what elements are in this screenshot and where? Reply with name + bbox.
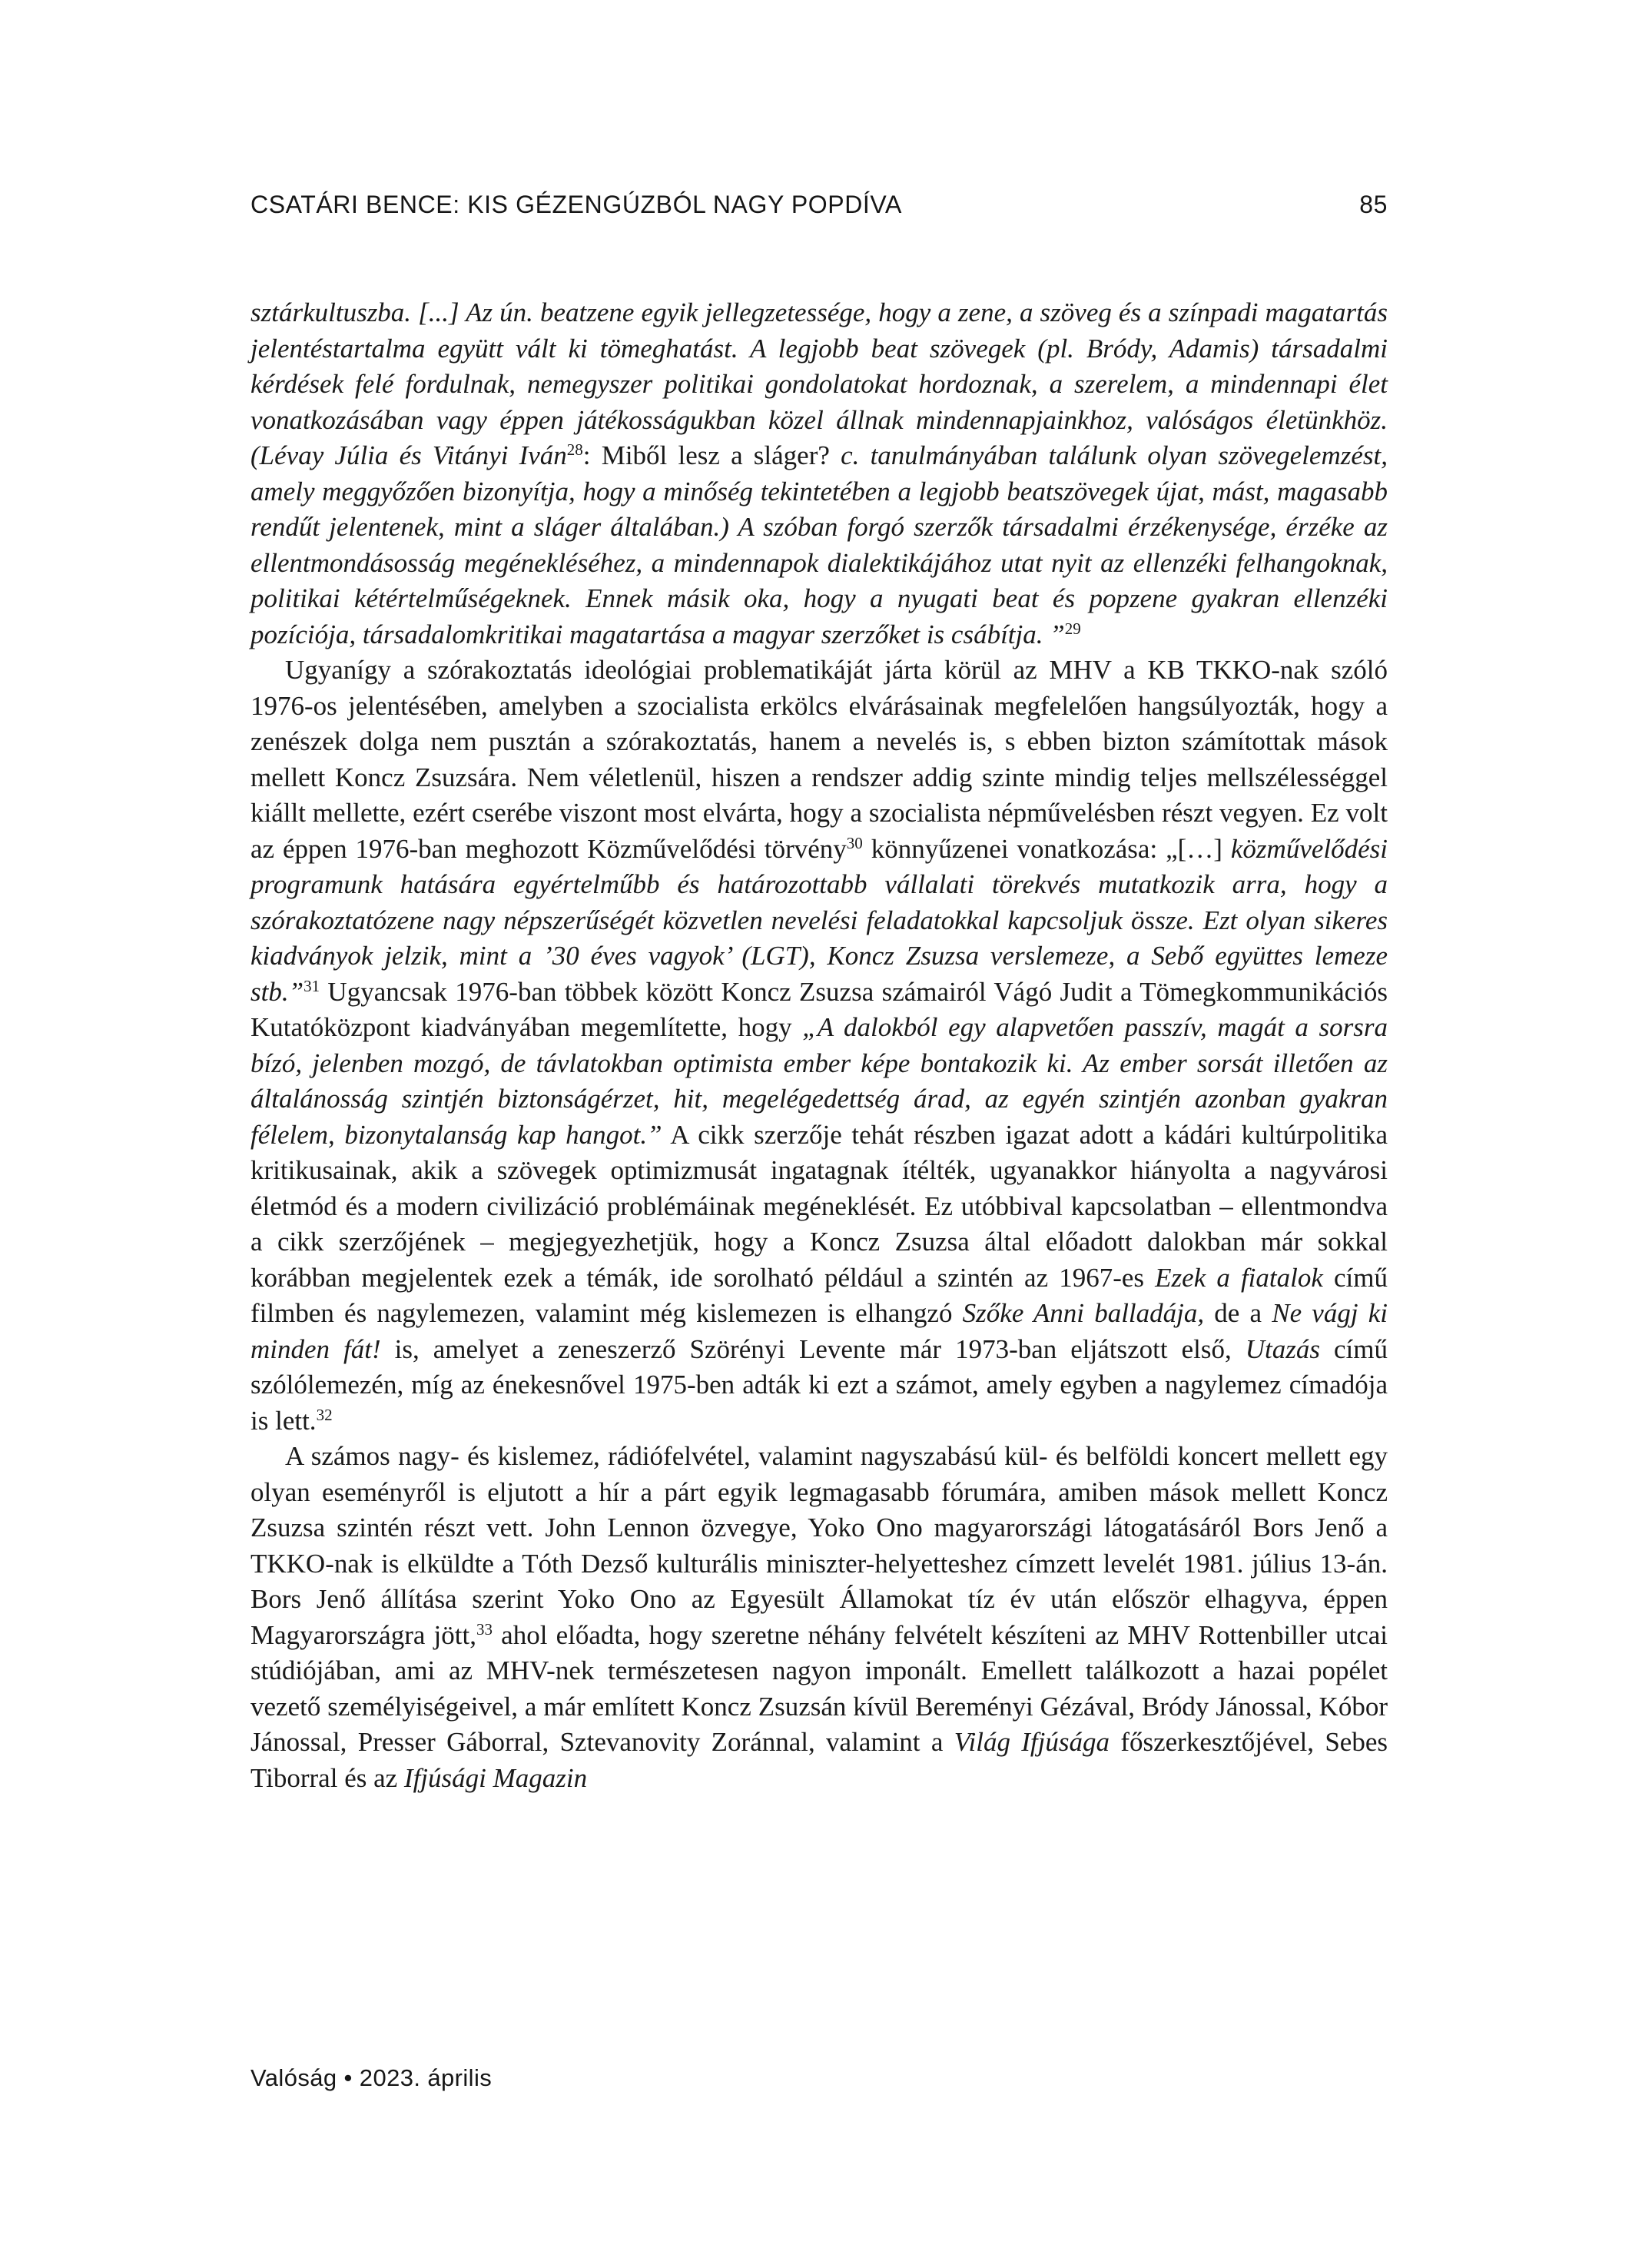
text-segment: közművelődési programunk hatására egyértelműbb és határozottabb vállalati törekvés mutatkozik arra, hogy a szórakoztatózene nagy népszerűségét közvetlen nevelési feladatokkal kapcsoljuk össze. Ezt olyan sikeres kiadványok jelzik, mint a ’30 éves vagyok’ (LGT), Koncz Zsuzsa verslemeze, a Sebő együttes lemeze stb.” <box>250 833 1388 1007</box>
text-segment: Ugyanígy a szórakoztatás ideológiai problematikáját járta körül az MHV a KB TKKO-nak szóló 1976-os jelentésében, amelyben a szocialista erkölcs elvárásainak megfelelően hangsúlyozták, hogy a zenészek dolga nem pusztán a szórakoztatás, hanem a nevelés is, s ebben bizton számítottak mások mellett Koncz Zsuzsára. Nem véletlenül, hiszen a rendszer addig szinte mindig teljes mellszélességgel kiállt mellette, ezért cserébe viszont most elvárta, hogy a szocialista népművelésben részt vegyen. Ez volt az éppen 1976-ban meghozott Közművelődési törvény <box>250 655 1388 864</box>
footnote-ref: 32 <box>316 1405 333 1424</box>
text-segment: könnyűzenei vonatkozása: „[…] <box>862 833 1231 864</box>
text-segment: Világ Ifjúsága <box>954 1727 1110 1757</box>
text-segment: de a <box>1204 1298 1272 1328</box>
page-number: 85 <box>1359 191 1388 218</box>
text-segment: című szólólemezén, míg az énekesnővel 1975-ben adták ki ezt a számot, amely egyben a nagylemez címadója is lett. <box>250 1333 1388 1436</box>
paragraph <box>250 295 1388 653</box>
text-segment: Ne vágj ki minden fát! <box>250 1298 1388 1364</box>
footnote-ref: 29 <box>1064 619 1081 638</box>
running-header <box>250 191 1388 219</box>
footnote-ref: 28 <box>566 440 583 460</box>
text-segment: ahol előadta, hogy szeretne néhány felvételt készíteni az MHV Rottenbiller utcai stúdiójában, ami az MHV-nek természetesen nagyon imponált. Emellett találkozott a hazai popélet vezető személyiségeivel, a már említett Koncz Zsuzsán kívül Bereményi Gézával, Bródy Jánossal, Kóbor Jánossal, Presser Gáborral, Sztevanovity Zoránnal, valamint a <box>250 1619 1388 1757</box>
text-segment: A cikk szerzője tehát részben igazat adott a kádári kultúrpolitika kritikusainak, akik a szövegek optimizmusát ingatagnak ítélték, ugyanakkor hiányolta a nagyvárosi életmód és a modern civilizáció problémáinak megéneklését. Ez utóbbival kapcsolatban – ellentmondva a cikk szerzőjének – megjegyezhetjük, hogy a Koncz Zsuzsa által előadott dalokban már sokkal korábban megjelentek ezek a témák, ide sorolható például a szintén az 1967-es <box>250 1119 1388 1293</box>
text-segment: Ezek a fiatalok <box>1155 1262 1323 1293</box>
body-text <box>250 295 1388 1796</box>
text-segment: Szőke Anni balladája, <box>962 1298 1205 1328</box>
footnote-ref: 33 <box>476 1619 493 1639</box>
text-segment: „A dalokból egy alapvetően passzív, magát a sorsra bízó, jelenben mozgó, de távlatokban optimista ember képe bontakozik ki. Az ember sorsát illetően az általánosság szintjén biztonságérzet, hit, megelégedettség árad, az egyén szintjén azonban gyakran félelem, bizonytalanság kap hangot.” <box>250 1012 1388 1150</box>
running-title: CSATÁRI BENCE: KIS GÉZENGÚZBÓL NAGY POPDÍVA <box>250 191 902 218</box>
journal-footer <box>250 2064 492 2092</box>
paragraph <box>250 1439 1388 1796</box>
text-segment: főszerkesztőjével, Sebes Tiborral és az <box>250 1727 1388 1793</box>
text-segment: sztárkultuszba. [...] Az ún. beatzene egyik jellegzetessége, hogy a zene, a szöveg és a színpadi magatartás jelentéstartalma együtt vált ki tömeghatást. A legjobb beat szövegek (pl. Bródy, Adamis) társadalmi kérdések felé fordulnak, nemegyszer politikai gondolatokat hordoznak, a szerelem, a mindennapi élet vonatkozásában vagy éppen játékosságukban közel állnak mindennapjainkhoz, valóságos életünkhöz. (Lévay Júlia és Vitányi Iván <box>250 297 1388 470</box>
text-segment: A számos nagy- és kislemez, rádiófelvétel, valamint nagyszabású kül- és belföldi koncert mellett egy olyan eseményről is eljutott a hír a párt egyik legmagasabb fórumára, amiben mások mellett Koncz Zsuzsa szintén részt vett. John Lennon özvegye, Yoko Ono magyarországi látogatásáról Bors Jenő a TKKO-nak is elküldte a Tóth Dezső kulturális miniszter-helyetteshez címzett levelét 1981. július 13-án. Bors Jenő állítása szerint Yoko Ono az Egyesült Államokat tíz év után először elhagyva, éppen Magyarországra jött, <box>250 1441 1388 1650</box>
footer-text: Valóság • 2023. április <box>250 2064 493 2091</box>
text-segment: c. tanulmányában találunk olyan szövegelemzést, amely meggyőzően bizonyítja, hogy a minőség tekintetében a legjobb beatszövegek újat, mást, magasabb rendűt jelentenek, mint a sláger általában.) A szóban forgó szerzők társadalmi érzékenysége, érzéke az ellentmondásosság megénekléséhez, a mindennapok dialektikájához utat nyit az ellenzéki felhangoknak, politikai kétértelműségeknek. Ennek másik oka, hogy a nyugati beat és popzene gyakran ellenzéki pozíciója, társadalomkritikai magatartása a magyar szerzőket is csábítja. ” <box>250 440 1388 649</box>
footnote-ref: 31 <box>304 976 320 995</box>
paragraph <box>250 653 1388 1439</box>
text-segment: Ugyancsak 1976-ban többek között Koncz Zsuzsa számairól Vágó Judit a Tömegkommunikációs Kutatóközpont kiadványában megemlítette, hogy <box>250 976 1388 1042</box>
text-segment: című filmben és nagylemezen, valamint még kislemezen is elhangzó <box>250 1262 1388 1328</box>
footnote-ref: 30 <box>846 833 863 852</box>
text-segment: : Miből lesz a sláger? <box>582 440 841 470</box>
text-segment: is, amelyet a zeneszerző Szörényi Levente már 1973-ban eljátszott első, <box>380 1333 1246 1364</box>
text-segment: Utazás <box>1245 1333 1321 1364</box>
text-segment: Ifjúsági Magazin <box>403 1762 588 1793</box>
